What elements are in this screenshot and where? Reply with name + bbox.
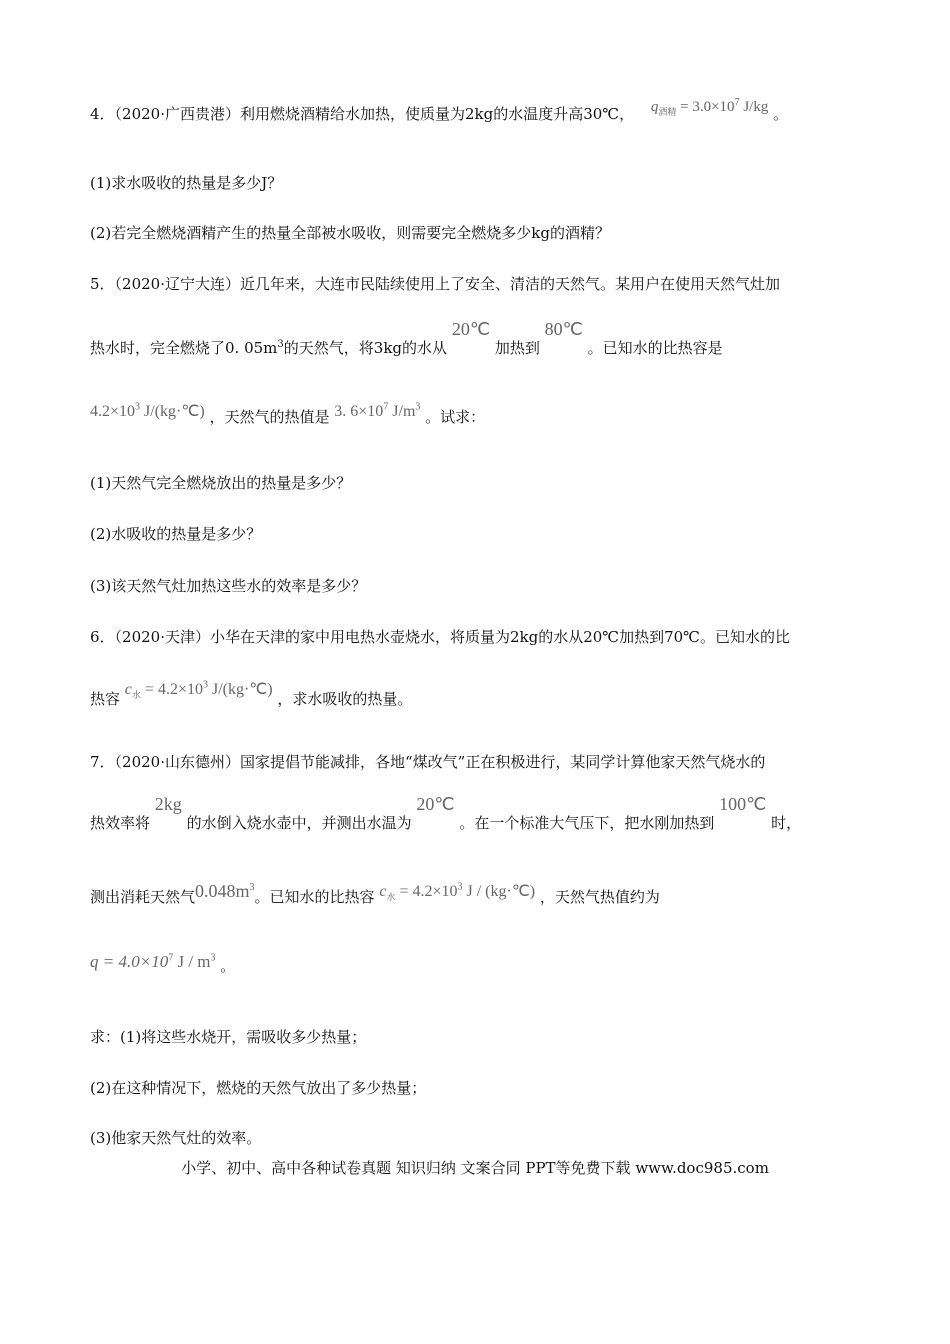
q5-temp2: 80℃ <box>544 319 583 339</box>
q7-q-unit: J / m <box>173 952 211 971</box>
q4-part1: (1)求水吸收的热量是多少J？ <box>90 174 283 192</box>
q5-line2-d: 。已知水的比热容是 <box>587 339 723 357</box>
q7-part3: (3)他家天然气灶的效率。 <box>90 1129 262 1147</box>
q5-heat-value <box>334 403 420 420</box>
q7-c-val: = 4.2×10 <box>395 883 458 900</box>
q7-line2-a: 热效率将 <box>90 814 151 832</box>
q5-line3-mid: ，天然气的热值是 <box>209 408 330 426</box>
q4-eq-exp: 7 <box>734 97 740 108</box>
q5-specific-heat <box>90 403 205 420</box>
q5-line2-a-exp: 3 <box>277 339 284 350</box>
q7-c-sym: c <box>379 883 387 900</box>
q4-line <box>90 97 789 126</box>
q5-temp1: 20℃ <box>451 319 491 339</box>
q7-c-sub: 水 <box>386 892 396 903</box>
q7-vol-exp: 3 <box>249 882 255 893</box>
page-footer: 小学、初中、高中各种试卷真题 知识归纳 文案合同 PPT等免费下载 www.doc985.com <box>181 1159 769 1177</box>
q6-c-val: = 4.2×10 <box>140 681 203 698</box>
q5-c-unit: J/(kg·℃) <box>140 403 205 420</box>
q4-text: 4．（2020·广西贵港）利用燃烧酒精给水加热，使质量为2kg的水温度升高30℃， <box>90 105 635 123</box>
q4-equation <box>651 99 768 115</box>
q7-line1: 7．（2020·山东德州）国家提倡节能减排，各地“煤改气”正在积极进行，某同学计算他家天然气烧水的 <box>90 753 766 771</box>
q6-line2-a: 热容 <box>90 690 121 708</box>
q4-eq-rest: = 3.0×10 <box>676 99 735 115</box>
q7-line2 <box>90 794 802 833</box>
q5-q-unit-exp: 3 <box>415 401 421 413</box>
q5-line1: 5．（2020·辽宁大连）近几年来，大连市民陆续使用上了安全、清洁的天然气。某用户在使用天然气灶加 <box>90 275 780 293</box>
q7-line4-end: 。 <box>220 957 236 975</box>
q5-line2 <box>90 319 723 358</box>
q7-line3-b: 。已知水的比热容 <box>254 888 375 906</box>
q4-end: 。 <box>773 105 789 123</box>
q4-eq-sub: 酒精 <box>658 107 677 117</box>
q7-line3-c: ，天然气热值约为 <box>539 888 660 906</box>
q6-line1: 6．（2020·天津）小华在天津的家中用电热水壶烧水，将质量为2kg的水从20℃加热到70℃。已知水的比 <box>90 628 790 646</box>
q6-c-exp: 3 <box>202 679 208 691</box>
q7-part1: 求：(1)将这些水烧开，需吸收多少热量； <box>90 1028 367 1046</box>
q6-line2 <box>90 679 413 711</box>
q7-temp2: 100℃ <box>719 794 767 814</box>
q7-temp1: 20℃ <box>416 794 455 814</box>
q5-line2-a: 热水时，完全燃烧了0. 05m <box>90 339 278 357</box>
q5-line3-end: 。试求： <box>425 408 486 426</box>
q7-line3 <box>90 881 660 909</box>
q7-c-unit: J / (kg·℃) <box>462 883 536 900</box>
q7-line3-a: 测出消耗天然气 <box>90 888 196 906</box>
q6-specific-heat <box>124 679 273 701</box>
q5-c-val: 4.2×10 <box>90 403 136 420</box>
q6-c-sub: 水 <box>131 690 141 701</box>
q5-part1: (1)天然气完全燃烧放出的热量是多少？ <box>90 474 352 492</box>
q5-line3 <box>90 401 486 427</box>
q4-eq-unit: J/kg <box>739 99 769 115</box>
q7-part2: (2)在这种情况下，燃烧的天然气放出了多少热量； <box>90 1079 427 1097</box>
q5-c-exp: 3 <box>135 401 141 413</box>
q4-part2: (2)若完全燃烧酒精产生的热量全部被水吸收，则需要完全燃烧多少kg的酒精？ <box>90 224 610 242</box>
q6-c-sym: c <box>124 681 132 698</box>
q7-vol: 0.048m <box>195 881 250 901</box>
q6-c-unit: J/(kg·℃) <box>207 681 273 698</box>
q5-q-exp: 7 <box>383 401 389 413</box>
q7-c-exp: 3 <box>457 881 463 893</box>
q5-q-val: 3. 6×10 <box>334 403 384 420</box>
q4-eq-symbol: q <box>650 99 659 115</box>
q7-line2-d: 时， <box>771 814 802 832</box>
q7-specific-heat <box>379 881 536 903</box>
q7-line4 <box>90 952 236 976</box>
q7-line2-b: 的水倒入烧水壶中，并测出水温为 <box>186 814 412 832</box>
q7-volume <box>195 881 255 901</box>
q5-q-unit: J/m <box>388 403 416 420</box>
q5-line2-b: 的天然气，将3kg的水从 <box>283 339 448 357</box>
q7-q-val: q = 4.0×10 <box>90 952 169 971</box>
q7-q-unit-exp: 3 <box>210 952 216 964</box>
q6-line2-b: ，求水吸收的热量。 <box>277 690 413 708</box>
q5-part3: (3)该天然气灶加热这些水的效率是多少？ <box>90 577 367 595</box>
q7-mass: 2kg <box>154 794 182 814</box>
q7-heat-value <box>90 952 216 971</box>
q7-line2-c: 。在一个标准大气压下，把水刚加热到 <box>459 814 715 832</box>
q5-part2: (2)水吸收的热量是多少？ <box>90 525 262 543</box>
q5-line2-c: 加热到 <box>494 339 540 357</box>
q7-q-exp: 7 <box>168 952 174 964</box>
